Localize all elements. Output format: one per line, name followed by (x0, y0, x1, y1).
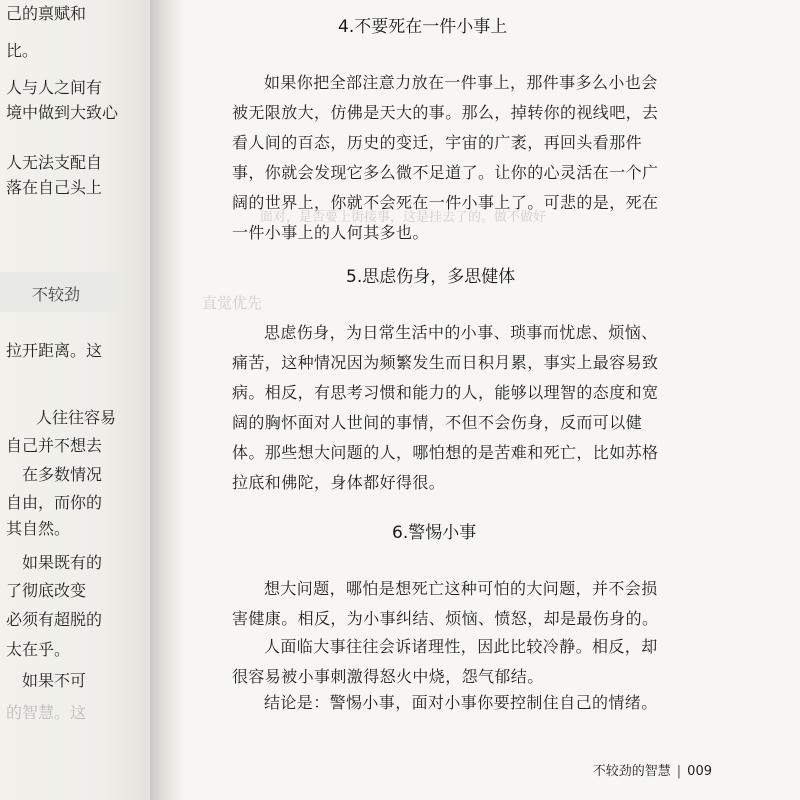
paragraph: 人面临大事往往会诉诸理性，因此比较冷静。相反，却很容易被小事刺激得怒火中烧，怨气郁结。 (232, 637, 658, 686)
left-line: 自己并不想去 (6, 436, 103, 455)
left-line: 如果不可 (22, 671, 87, 690)
footer-book-title: 不较劲的智慧 (592, 764, 671, 779)
paragraph: 如果你把全部注意力放在一件事上，那件事多么小也会被无限放大，仿佛是天大的事。那么，掉转你的视线吧，去看人间的百态，历史的变迁，宇宙的广袤，再回头看那件事，你就会发现它多么微不足道了。让你的心灵活在一个广阔的世界上，你就不会死在一件小事上了。可悲的是，死在一件小事上的人何其多也。 (232, 73, 659, 242)
left-line: 如果既有的 (22, 553, 103, 572)
left-line: 人无法支配自 (6, 153, 103, 172)
left-line: 己的禀赋和 (6, 4, 87, 23)
paragraph: 思虑伤身，为日常生活中的小事、琐事而忧虑、烦恼、痛苦，这种情况因为频繁发生而日积月累，事实上最容易致病。相反，有思考习惯和能力的人，能够以理智的态度和宽阔的胸怀面对人世间的事情，不但不会伤身，反而可以健体。那些想大问题的人，哪怕想的是苦难和死亡，比如苏格拉底和佛陀，身体都好得很。 (232, 323, 659, 492)
bleed-through-text: 面对，是否要上街接事，这是挂去了的。做不做好 (260, 210, 547, 225)
section-banner (0, 272, 120, 312)
footer-divider: | (676, 764, 682, 779)
left-line: 在多数情况 (22, 465, 103, 484)
left-line: 境中做到大致心 (6, 103, 119, 122)
paragraph: 结论是：警惕小事，面对小事你要控制住自己的情绪。 (264, 693, 658, 712)
left-line: 自由，而你的 (6, 493, 103, 512)
left-line: 必须有超脱的 (6, 610, 103, 629)
left-line: 其自然。 (6, 519, 71, 538)
left-line: 人与人之间有 (6, 78, 103, 97)
page-number: 009 (687, 764, 712, 779)
page-footer (593, 760, 712, 779)
left-line: 太在乎。 (6, 640, 71, 659)
paragraph: 想大问题，哪怕是想死亡这种可怕的大问题，并不会损害健康。相反，为小事纠结、烦恼、愤怒，却是最伤身的。 (232, 579, 659, 628)
book-gutter (150, 0, 184, 800)
bleed-through-text: 直觉优先 (202, 294, 263, 312)
left-line: 比。 (6, 41, 39, 60)
left-line: 落在自己头上 (6, 178, 103, 197)
left-line: 拉开距离。这 (6, 341, 103, 360)
section-heading: 5.思虑伤身，多思健体 (346, 267, 516, 287)
left-page (0, 0, 152, 800)
section-banner-label: 不较劲 (32, 285, 81, 304)
section-heading: 4.不要死在一件小事上 (338, 17, 508, 37)
left-line: 人往往容易 (36, 408, 117, 427)
left-line: 的智慧。这 (6, 703, 87, 722)
left-line: 了彻底改变 (6, 581, 87, 600)
section-heading: 6.警惕小事 (392, 523, 477, 543)
